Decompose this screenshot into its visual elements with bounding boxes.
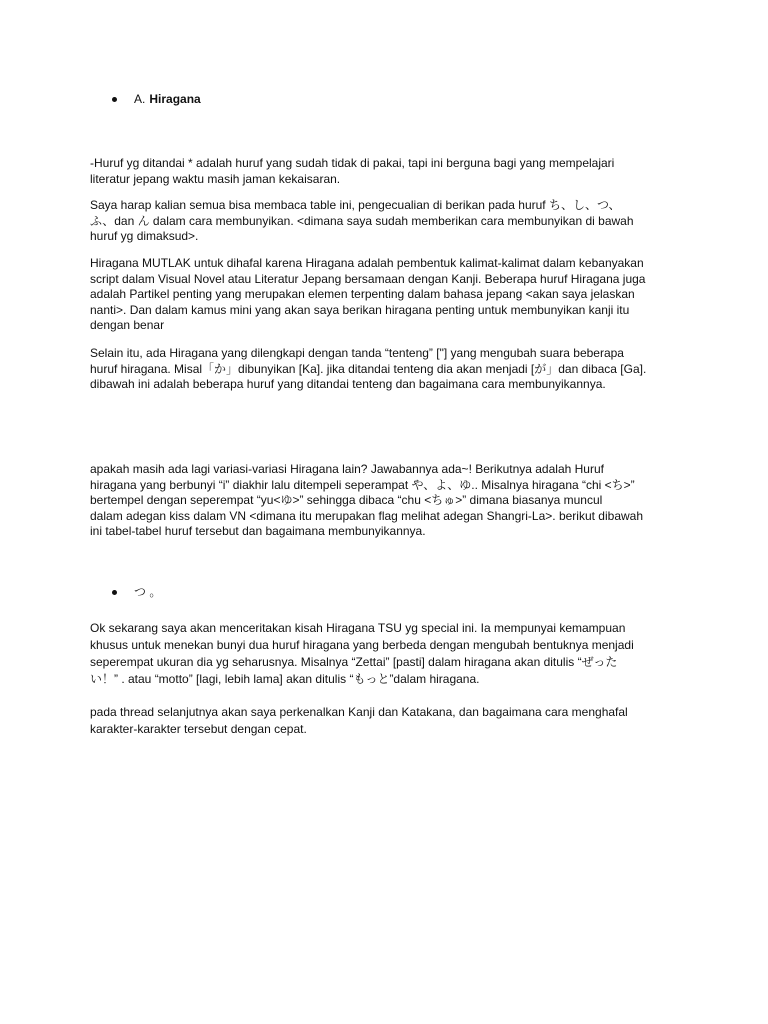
paragraph-variations: apakah masih ada lagi variasi-variasi Hiragana lain? Jawabannya ada~! Berikutnya adalah Huruf hiragana yang berbunyi “i” diakhir lalu ditempeli seperampat や、よ、ゆ.. Misalnya hiragana “chi <ち>” bertempel dengan seperempat “yu<ゆ>” sehingga dibaca “chu <ちゅ>” dimana biasanya muncul dalam adegan kiss dalam VN <dimana itu merupakan flag melihat adegan Shangri-La>. berikut dibawah ini tabel-tabel huruf tersebut dan bagaimana membunyikannya.: [90, 462, 644, 538]
paragraph-tenteng: Selain itu, ada Hiragana yang dilengkapi dengan tanda “tenteng” ["] yang mengubah suara beberapa huruf hiragana. Misal「か」dibunyikan [Ka]. jika ditandai tenteng dia akan menjadi [が」dan dibaca [Ga]. dibawah ini adalah beberapa huruf yang ditandai tenteng dan bagaimana cara membunyikannya.: [90, 346, 647, 391]
section-heading-hiragana: [112, 91, 201, 107]
paragraph-obsolete-note: -Huruf yg ditandai * adalah huruf yang sudah tidak di pakai, tapi ini berguna bagi yang mempelajari literatur jepang waktu masih jaman kekaisaran.: [90, 156, 615, 186]
section-heading-tsu: [112, 584, 161, 600]
bullet-icon: [112, 590, 117, 595]
paragraph-small-tsu: Ok sekarang saya akan menceritakan kisah Hiragana TSU yg special ini. Ia mempunyai kemampuan khusus untuk menekan bunyi dua huruf hiragana yang berbeda dengan mengubah bentuknya menjadi seperempat ukuran dia yg seharusnya. Misalnya “Zettai” [pasti] dalam hiragana akan ditulis “ぜった い！” . atau “motto” [lagi, lebih lama] akan ditulis “もっと”dalam hiragana.: [90, 621, 634, 686]
section-prefix: A.: [134, 92, 146, 106]
section-title: つ 。: [134, 585, 162, 599]
bullet-icon: [112, 97, 117, 102]
section-title: Hiragana: [149, 92, 201, 106]
paragraph-next-thread: pada thread selanjutnya akan saya perkenalkan Kanji dan Katakana, dan bagaimana cara menghafal karakter-karakter tersebut dengan cepat.: [90, 705, 628, 736]
paragraph-hiragana-importance: Hiragana MUTLAK untuk dihafal karena Hiragana adalah pembentuk kalimat-kalimat dalam kebanyakan script dalam Visual Novel atau Literatur Jepang bersamaan dengan Kanji. Beberapa huruf Hiragana juga adalah Partikel penting yang merupakan elemen terpenting dalam bahasa jepang <akan saya jelaskan nanti>. Dan dalam kamus mini yang akan saya berikan hiragana penting untuk membunyikan kanji itu dengan benar: [90, 256, 646, 332]
paragraph-table-exceptions: Saya harap kalian semua bisa membaca table ini, pengecualian di berikan pada huruf ち、し、つ、 ふ、dan ん dalam cara membunyikan. <dimana saya sudah memberikan cara membunyikan di bawah huruf yg dimaksud>.: [90, 198, 634, 243]
